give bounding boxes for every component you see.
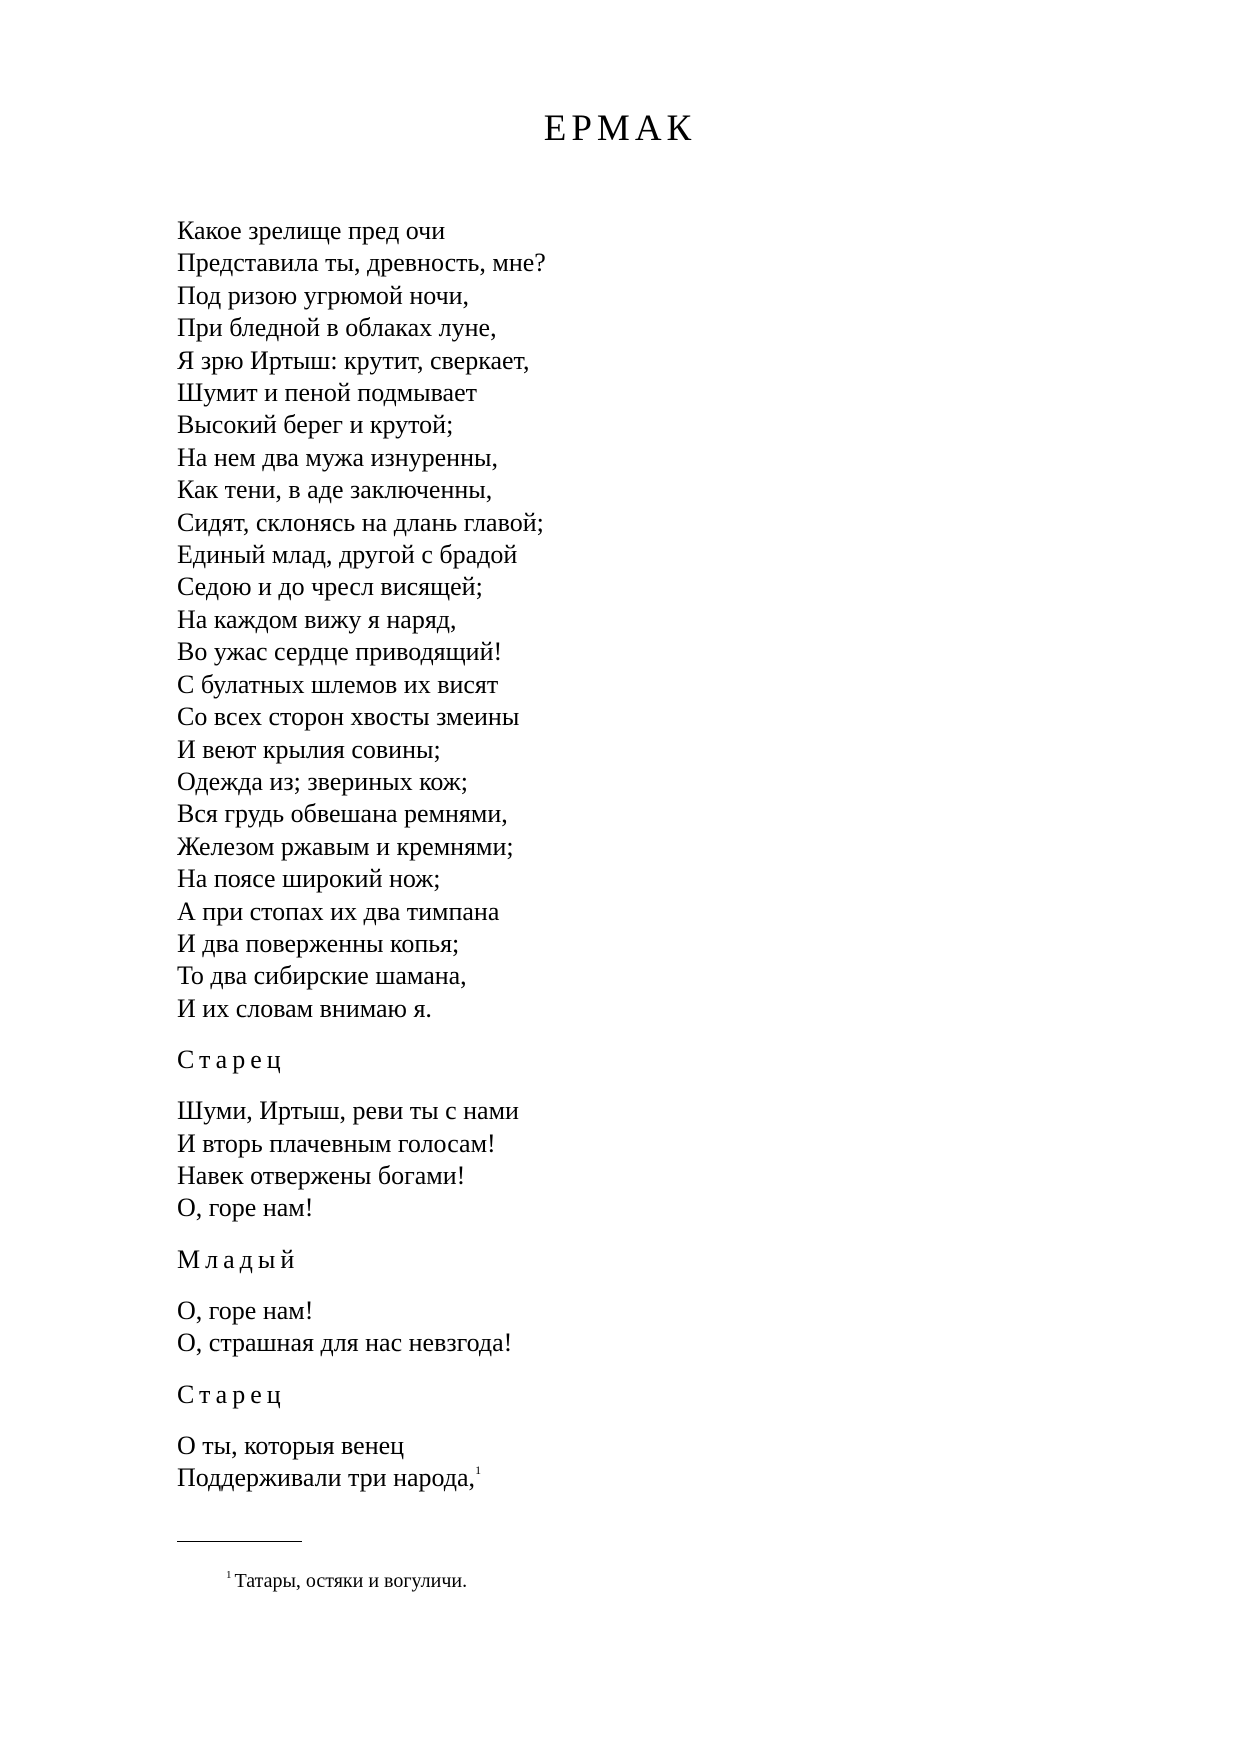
poem-line: Единый млад, другой с брадой (177, 540, 518, 570)
poem-line-with-footnote (177, 1462, 1077, 1494)
poem-line: Я зрю Иртыш: крутит, сверкает, (177, 345, 530, 375)
poem-line: Шуми, Иртыш, реви ты с нами (177, 1096, 519, 1126)
poem-title: ЕРМАК (543, 108, 697, 149)
poem-line: Седою и до чресл висящей; (177, 572, 483, 602)
poem-line: И вторь плачевным голосам! (177, 1128, 496, 1158)
poem-line: А при стопах их два тимпана (177, 896, 500, 926)
poem-line: О ты, которыя венец (177, 1430, 405, 1460)
poem-line: Сидят, склонясь на длань главой; (177, 507, 544, 537)
poem-line: О, страшная для нас невзгода! (177, 1328, 513, 1358)
poem-line: И веют крылия совины; (177, 734, 441, 764)
poem-line: Какое зрелище пред очи (177, 216, 446, 245)
speaker-name: Младый (177, 1244, 300, 1274)
footnote-divider (177, 1541, 302, 1542)
footnote-text: Татары, остяки и вогуличи. (234, 1570, 468, 1592)
stanza-elder-1 (177, 1044, 1077, 1225)
speaker-name: Старец (177, 1379, 286, 1409)
poem-line: Высокий берег и крутой; (177, 410, 454, 440)
poem-line-text: Поддерживали три народа, (177, 1463, 476, 1492)
poem-line: Под ризою угрюмой ночи, (177, 280, 470, 310)
stanza-intro (177, 215, 1077, 1025)
poem-line: Со всех сторон хвосты змеины (177, 702, 520, 732)
speaker-name: Старец (177, 1045, 286, 1075)
poem-line: Представила ты, древность, мне? (177, 248, 546, 278)
poem-line: Вся грудь обвешана ремнями, (177, 799, 508, 829)
poem-line: На нем два мужа изнуренны, (177, 442, 498, 472)
poem-line: На каждом вижу я наряд, (177, 604, 457, 634)
poem-line: Во ужас сердце приводящий! (177, 637, 503, 667)
poem-body (177, 215, 1077, 1494)
footnote-mark: 1 (226, 1569, 232, 1581)
poem-line: С булатных шлемов их висят (177, 669, 499, 699)
poem-line: На поясе широкий нож; (177, 864, 441, 894)
footnote-reference[interactable]: 1 (475, 1463, 482, 1477)
poem-line: Шумит и пеной подмывает (177, 378, 478, 408)
poem-line: О, горе нам! (177, 1193, 314, 1223)
poem-line: Навек отвержены богами! (177, 1160, 466, 1190)
stanza-elder-2 (177, 1379, 1077, 1495)
poem-line: И два поверженны копья; (177, 928, 460, 958)
poem-line: При бледной в облаках луне, (177, 313, 497, 343)
poem-line: То два сибирские шамана, (177, 961, 467, 991)
poem-line: Железом ржавым и кремнями; (177, 831, 514, 861)
poem-line: О, горе нам! (177, 1295, 314, 1325)
poem-line: Одежда из; звериных кож; (177, 766, 468, 796)
footnote (226, 1568, 467, 1594)
poem-line: Как тени, в аде заключенны, (177, 475, 493, 505)
poem-line: И их словам внимаю я. (177, 993, 432, 1023)
stanza-young (177, 1244, 1077, 1360)
